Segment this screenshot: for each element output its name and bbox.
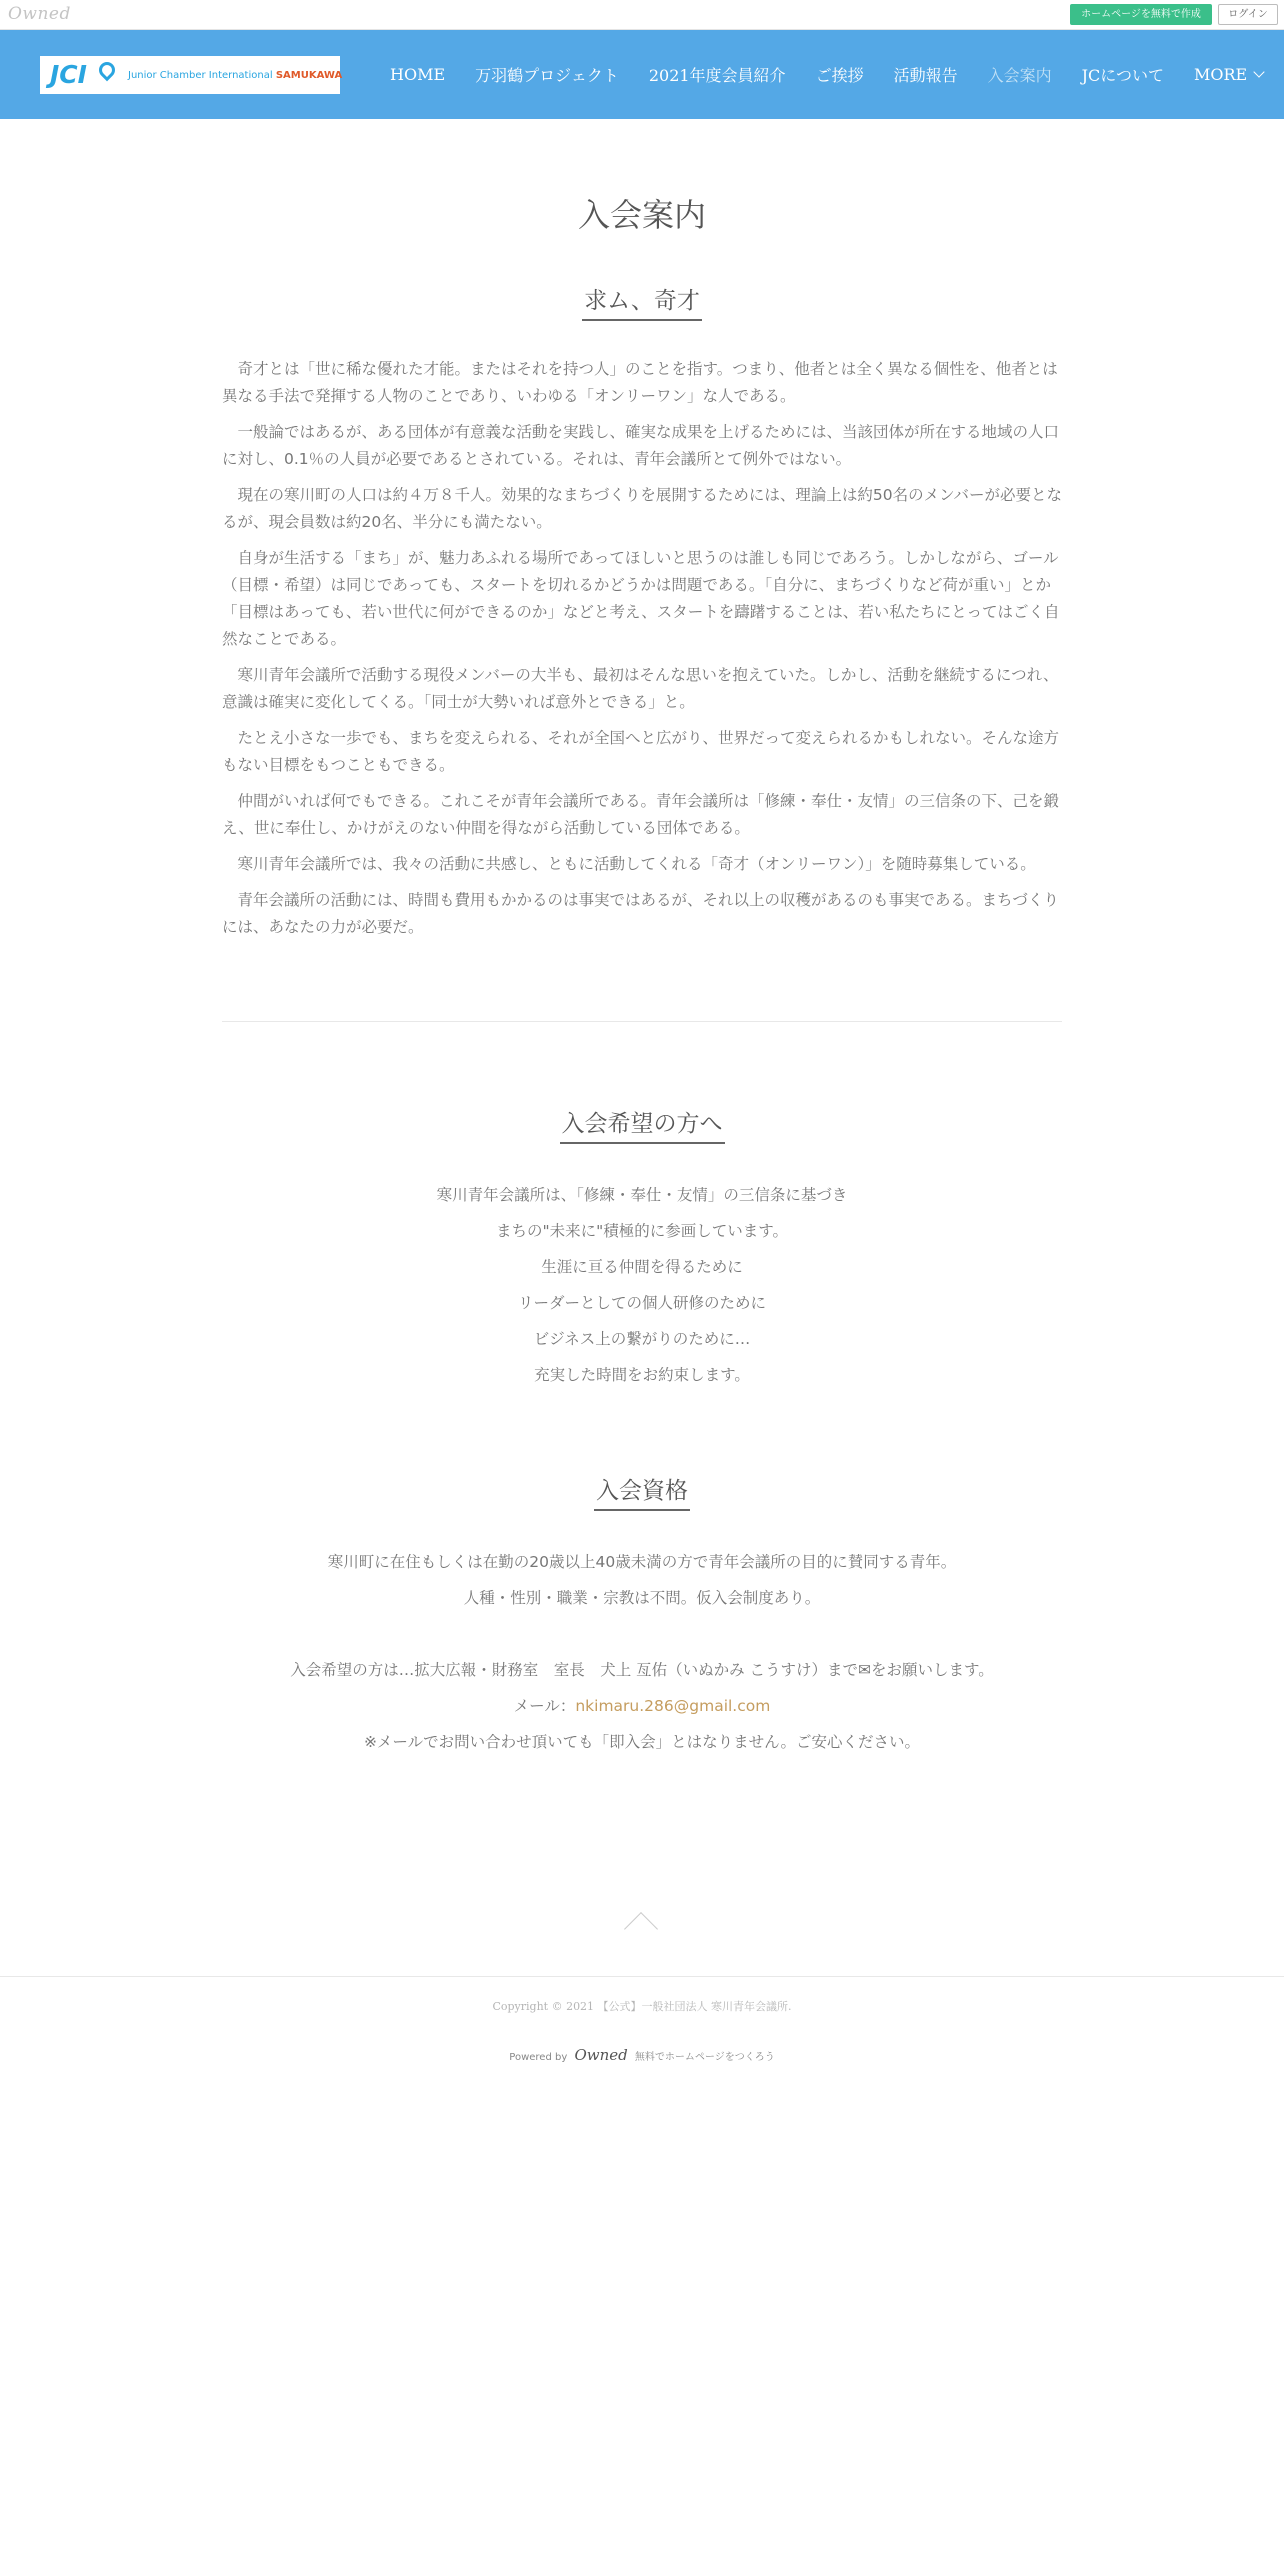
back-to-top-icon[interactable] xyxy=(624,1912,658,1946)
applicants-line: 生涯に亘る仲間を得るために xyxy=(541,1258,743,1276)
section-heading-qualification xyxy=(0,1472,1284,1511)
location-pin-icon xyxy=(96,59,119,82)
logo-subtitle xyxy=(128,70,342,81)
nav-item-reports[interactable]: 活動報告 xyxy=(893,66,958,85)
section-heading-applicants-text: 入会希望の方へ xyxy=(560,1105,725,1144)
nav-more-label: MORE xyxy=(1193,65,1248,84)
section-heading-recruit-text: 求ム、奇才 xyxy=(582,282,702,321)
applicants-line: リーダーとしての個人研修のために xyxy=(517,1294,766,1312)
copyright-text: Copyright © 2021 【公式】一般社団法人 寒川青年会議所. xyxy=(492,2000,792,2013)
logo-jci-text: JCI xyxy=(50,60,87,89)
intro-paragraph: 寒川青年会議所で活動する現役メンバーの大半も、最初はそんな思いを抱えていた。しかし、活動を継続するにつれ、意識は確実に変化してくる。「同士が大勢いれば意外とできる」と。 xyxy=(222,666,1059,711)
logo-subtitle-accent: SAMUKAWA xyxy=(275,70,343,81)
nav-item-home[interactable]: HOME xyxy=(390,65,446,84)
applicants-line: まちの"未来に"積極的に参画しています。 xyxy=(495,1222,789,1240)
contact-line: 入会希望の方は…拡大広報・財務室 室長 犬上 亙佑（いぬかみ こうすけ）まで✉をお願いします。 xyxy=(290,1661,994,1679)
email-link[interactable]: nkimaru.286@gmail.com xyxy=(575,1697,771,1715)
nav-item-join[interactable]: 入会案内 xyxy=(987,66,1052,85)
nav-item-more[interactable] xyxy=(1194,65,1263,84)
intro-paragraph: 自身が生活する「まち」が、魅力あふれる場所であってほしいと思うのは誰しも同じであろう。しかしながら、ゴール（目標・希望）は同じであっても、スタートを切れるかどうかは問題である。「自分に、まちづくりなど荷が重い」とか「目標はあっても、若い世代に何ができるのか」などと考え、スタートを躊躇することは、若い私たちにとってはごく自然なことである。 xyxy=(222,549,1060,648)
intro-paragraph: 寒川青年会議所では、我々の活動に共感し、ともに活動してくれる「奇才（オンリーワン）」を随時募集している。 xyxy=(237,855,1036,873)
platform-topbar xyxy=(0,0,1284,30)
intro-paragraph: たとえ小さな一歩でも、まちを変えられる、それが全国へと広がり、世界だって変えられるかもしれない。そんな途方もない目標をもつこともできる。 xyxy=(222,729,1060,774)
logo-subtitle-main: Junior Chamber International xyxy=(128,70,273,81)
create-homepage-button[interactable]: ホームページを無料で作成 xyxy=(1070,4,1212,25)
applicants-line: 寒川青年会議所は、「修練・奉仕・友情」の三信条に基づき xyxy=(436,1186,848,1204)
chevron-down-icon xyxy=(1254,66,1265,77)
nav-item-about-jc[interactable]: JCについて xyxy=(1081,66,1164,85)
powered-by[interactable] xyxy=(0,2046,1284,2064)
nav-item-project[interactable]: 万羽鶴プロジェクト xyxy=(475,66,619,85)
main-nav xyxy=(390,30,1263,119)
intro-text xyxy=(222,356,1062,950)
intro-paragraph: 仲間がいれば何でもできる。これこそが青年会議所である。青年会議所は「修練・奉仕・友情」の三信条の下、己を鍛え、世に奉仕し、かけがえのない仲間を得ながら活動している団体である。 xyxy=(222,792,1060,837)
section-divider xyxy=(222,1021,1062,1022)
email-line xyxy=(0,1688,1284,1724)
platform-logo[interactable]: Owned xyxy=(8,4,71,24)
login-button[interactable]: ログイン xyxy=(1218,4,1278,25)
powered-suffix: 無料でホームページをつくろう xyxy=(634,2052,775,2063)
footer-divider xyxy=(0,1976,1284,1977)
email-label: メール： xyxy=(513,1697,576,1715)
section-heading-applicants xyxy=(0,1105,1284,1144)
spacer xyxy=(0,1616,1284,1652)
qualification-line: 人種・性別・職業・宗教は不問。仮入会制度あり。 xyxy=(463,1589,821,1607)
powered-brand-logo: Owned xyxy=(574,2046,628,2064)
nav-item-members[interactable]: 2021年度会員紹介 xyxy=(648,66,786,85)
intro-paragraph: 一般論ではあるが、ある団体が有意義な活動を実践し、確実な成果を上げるためには、当該団体が所在する地域の人口に対し、0.1％の人員が必要であるとされている。それは、青年会議所とて例外ではない。 xyxy=(222,423,1060,468)
site-header xyxy=(0,30,1284,119)
intro-paragraph: 奇才とは「世に稀な優れた才能。またはそれを持つ人」のことを指す。つまり、他者とは全く異なる個性を、他者とは異なる手法で発揮する人物のことであり、いわゆる「オンリーワン」な人である。 xyxy=(222,360,1058,405)
qualification-line: 寒川町に在住もしくは在勤の20歳以上40歳未満の方で青年会議所の目的に賛同する青年。 xyxy=(327,1553,957,1571)
intro-paragraph: 青年会議所の活動には、時間も費用もかかるのは事実ではあるが、それ以上の収穫があるのも事実である。まちづくりには、あなたの力が必要だ。 xyxy=(222,891,1059,936)
site-logo[interactable] xyxy=(40,56,343,94)
powered-prefix: Powered by xyxy=(509,2052,568,2063)
applicants-line: 充実した時間をお約束します。 xyxy=(534,1366,750,1384)
nav-item-greeting[interactable]: ご挨拶 xyxy=(815,66,864,85)
page-title: 入会案内 xyxy=(577,196,706,234)
qualification-text xyxy=(0,1544,1284,1760)
note-line: ※メールでお問い合わせ頂いても「即入会」とはなりません。ご安心ください。 xyxy=(363,1733,921,1751)
applicants-text xyxy=(0,1177,1284,1393)
intro-paragraph: 現在の寒川町の人口は約４万８千人。効果的なまちづくりを展開するためには、理論上は約50名のメンバーが必要となるが、現会員数は約20名、半分にも満たない。 xyxy=(222,486,1062,531)
section-heading-recruit xyxy=(0,282,1284,321)
section-heading-qualification-text: 入会資格 xyxy=(594,1472,690,1511)
applicants-line: ビジネス上の繋がりのために… xyxy=(533,1330,751,1348)
